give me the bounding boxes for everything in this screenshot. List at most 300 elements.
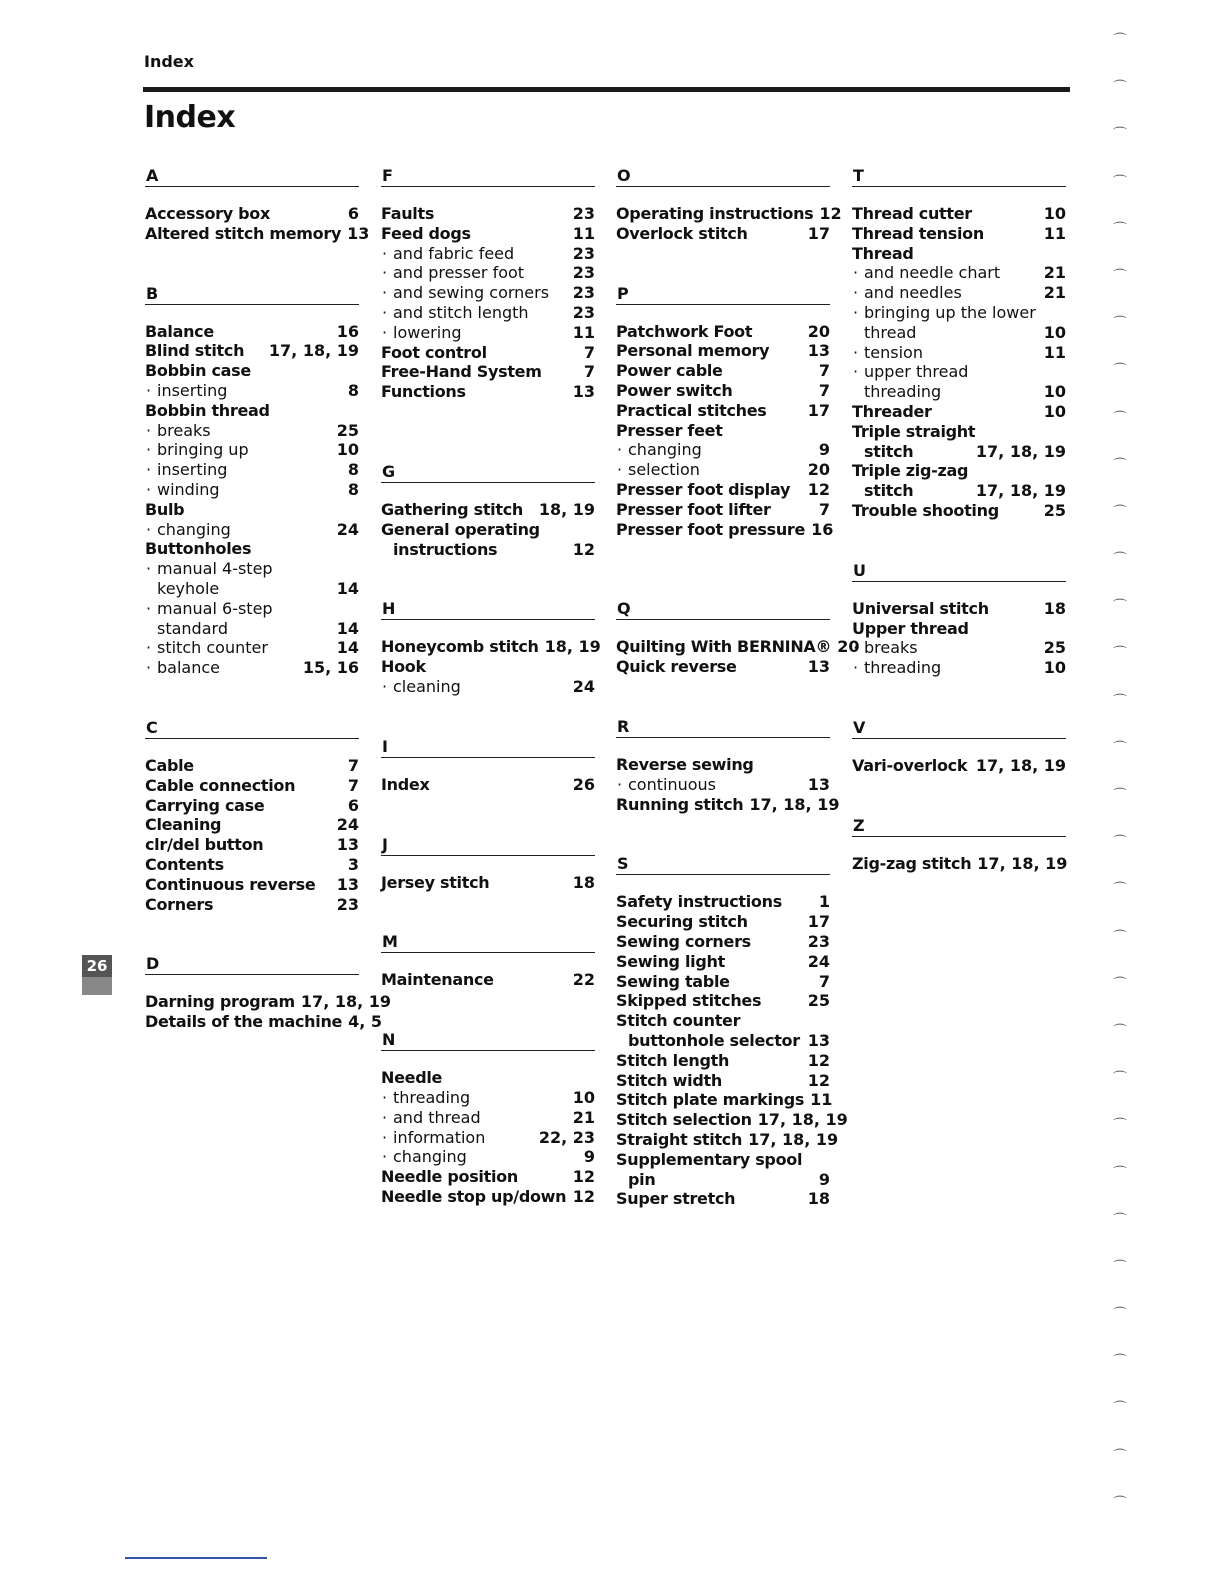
entry-term: Power cable xyxy=(616,361,723,381)
entry-pages: 4, 5 xyxy=(348,1012,383,1032)
entry-pages: 23 xyxy=(807,931,830,951)
entry-pages: 8 xyxy=(347,479,359,499)
section-spacer xyxy=(381,697,595,736)
index-entry xyxy=(145,638,359,658)
entry-pages: 13 xyxy=(807,774,830,794)
entry-term: · selection xyxy=(616,460,700,480)
binding-hole-icon: ⌒ xyxy=(1113,1307,1127,1324)
section-letter: H xyxy=(381,598,595,620)
entry-term: Stitch counter xyxy=(616,1011,741,1031)
index-entry xyxy=(852,263,1066,283)
index-section-o xyxy=(616,165,842,244)
section-letter: R xyxy=(616,716,830,738)
index-entry xyxy=(145,619,359,639)
entry-pages: 12 xyxy=(807,1070,830,1090)
section-letter: J xyxy=(381,834,595,856)
entry-term: Sewing light xyxy=(616,951,725,971)
entry-pages: 14 xyxy=(336,578,359,598)
entry-term: Altered stitch memory xyxy=(145,223,342,243)
entry-term: · and needle chart xyxy=(852,263,1000,283)
entry-pages: 6 xyxy=(347,204,359,223)
index-column-2 xyxy=(381,165,601,1207)
section-spacer xyxy=(616,539,830,598)
index-entry xyxy=(852,658,1066,678)
entry-pages: 11 xyxy=(572,322,595,342)
section-spacer xyxy=(145,914,359,953)
entry-pages: 7 xyxy=(818,499,830,519)
entry-term: Continuous reverse xyxy=(145,874,316,894)
section-spacer xyxy=(852,521,1066,560)
entry-term: · manual 4-step xyxy=(145,559,273,579)
binding-hole-icon: ⌒ xyxy=(1113,80,1127,97)
entry-term: Presser feet xyxy=(616,420,723,440)
entry-pages: 12 xyxy=(572,1167,595,1187)
entry-pages: 8 xyxy=(347,460,359,480)
index-entry xyxy=(616,361,830,381)
index-entry xyxy=(145,895,359,915)
index-entry xyxy=(145,341,359,361)
index-entry xyxy=(616,1071,830,1091)
section-letter: F xyxy=(381,165,595,187)
index-entry xyxy=(381,500,595,520)
index-entry xyxy=(852,442,1066,462)
index-entry xyxy=(145,520,359,540)
section-spacer xyxy=(145,678,359,717)
entry-term: Upper thread xyxy=(852,618,969,638)
entry-term: Thread xyxy=(852,243,914,263)
binding-hole-icon: ⌒ xyxy=(1113,1259,1127,1276)
binding-hole-icon: ⌒ xyxy=(1113,835,1127,852)
entry-term: Bulb xyxy=(145,499,185,519)
entry-term: Index xyxy=(381,774,430,794)
entry-pages: 25 xyxy=(336,420,359,440)
entry-pages: 7 xyxy=(818,380,830,400)
entry-term: Faults xyxy=(381,204,435,223)
entry-term: Contents xyxy=(145,854,224,874)
entry-pages: 17, 18, 19 xyxy=(975,441,1066,461)
entry-pages: 7 xyxy=(818,361,830,381)
entry-pages: 13 xyxy=(807,657,830,677)
entry-pages: 11 xyxy=(1043,223,1066,243)
entry-pages: 23 xyxy=(572,243,595,263)
entry-term: Quick reverse xyxy=(616,657,737,677)
entry-term: pin xyxy=(628,1169,656,1189)
entry-term: Honeycomb stitch xyxy=(381,637,539,657)
entry-term: Triple straight xyxy=(852,421,976,441)
index-entry xyxy=(381,323,595,343)
index-entry xyxy=(145,421,359,441)
index-entry xyxy=(145,322,359,342)
section-spacer xyxy=(616,677,830,716)
entry-term: · and presser foot xyxy=(381,263,524,283)
index-section-z xyxy=(852,815,1066,874)
index-column-1 xyxy=(145,165,392,1032)
section-letter: O xyxy=(616,165,830,187)
section-letter: C xyxy=(145,717,359,739)
index-entry xyxy=(145,776,359,796)
index-entry xyxy=(616,775,830,795)
entry-pages: 17, 18, 19 xyxy=(975,481,1066,501)
index-entry xyxy=(852,303,1066,323)
entry-pages: 11 xyxy=(810,1090,833,1110)
entry-pages: 18 xyxy=(572,872,595,892)
index-section-f xyxy=(381,165,595,402)
entry-pages: 12 xyxy=(819,204,842,223)
index-entry xyxy=(616,421,830,441)
entry-term: Super stretch xyxy=(616,1189,736,1209)
entry-pages: 18, 19 xyxy=(544,637,601,657)
binding-hole-icon: ⌒ xyxy=(1113,740,1127,757)
entry-pages: 23 xyxy=(572,283,595,303)
entry-term: · information xyxy=(381,1128,485,1148)
entry-term: · threading xyxy=(852,658,941,678)
index-entry xyxy=(145,480,359,500)
index-entry xyxy=(852,599,1066,619)
entry-pages: 17, 18, 19 xyxy=(300,992,392,1012)
index-entry xyxy=(616,1051,830,1071)
entry-pages: 8 xyxy=(347,380,359,400)
entry-term: Corners xyxy=(145,894,214,914)
entry-pages: 17, 18, 19 xyxy=(748,1129,839,1149)
section-spacer xyxy=(852,776,1066,815)
section-spacer xyxy=(145,244,359,283)
index-section-a xyxy=(145,165,370,244)
entry-pages: 20 xyxy=(807,460,830,480)
entry-pages: 20 xyxy=(837,637,860,657)
entry-term: · threading xyxy=(381,1088,470,1108)
section-letter: I xyxy=(381,736,595,758)
entry-pages: 10 xyxy=(1043,322,1066,342)
entry-term: Zig-zag stitch xyxy=(852,853,972,873)
entry-term: Presser foot pressure xyxy=(616,519,806,539)
entry-term: Stitch length xyxy=(616,1050,730,1070)
index-entry xyxy=(616,932,830,952)
entry-term: Hook xyxy=(381,657,426,677)
entry-term: Sewing corners xyxy=(616,931,751,951)
index-entry xyxy=(616,657,830,677)
index-entry xyxy=(852,402,1066,422)
entry-pages: 12 xyxy=(807,479,830,499)
index-entry xyxy=(145,500,359,520)
index-section-b xyxy=(145,283,359,678)
entry-pages: 12 xyxy=(572,1186,595,1206)
entry-pages: 23 xyxy=(572,263,595,283)
entry-pages: 23 xyxy=(572,302,595,322)
entry-pages: 1 xyxy=(818,892,830,912)
section-spacer xyxy=(616,244,830,283)
section-spacer xyxy=(616,814,830,853)
index-entry xyxy=(145,223,370,244)
entry-pages: 15, 16 xyxy=(302,658,359,678)
index-entry xyxy=(616,204,842,224)
index-entry xyxy=(145,756,359,776)
entry-term: General operating xyxy=(381,519,540,539)
index-entry xyxy=(852,362,1066,382)
index-entry xyxy=(145,658,359,678)
entry-pages: 9 xyxy=(818,440,830,460)
index-entry xyxy=(145,539,359,559)
entry-pages: 17, 18, 19 xyxy=(268,341,359,361)
binding-hole-icon: ⌒ xyxy=(1113,174,1127,191)
index-entry xyxy=(616,500,830,520)
index-entry xyxy=(381,1187,595,1207)
entry-pages: 23 xyxy=(572,204,595,223)
entry-term: · and sewing corners xyxy=(381,283,549,303)
index-section-t xyxy=(852,165,1066,521)
index-entry xyxy=(145,460,359,480)
entry-pages: 6 xyxy=(347,795,359,815)
entry-term: threading xyxy=(864,382,942,402)
binding-hole-icon: ⌒ xyxy=(1113,788,1127,804)
section-spacer xyxy=(381,892,595,931)
index-entry xyxy=(381,775,595,795)
binding-hole-icon: ⌒ xyxy=(1113,552,1127,569)
entry-term: Patchwork Foot xyxy=(616,321,753,341)
entry-pages: 17 xyxy=(807,912,830,932)
index-entry xyxy=(852,461,1066,481)
section-spacer xyxy=(852,678,1066,717)
entry-term: Blind stitch xyxy=(145,341,245,361)
section-letter: Z xyxy=(852,815,1066,837)
section-letter: V xyxy=(852,717,1066,739)
index-entry xyxy=(145,835,359,855)
section-spacer xyxy=(381,559,595,598)
entry-term: · lowering xyxy=(381,323,461,343)
index-entry xyxy=(145,875,359,895)
entry-term: · stitch counter xyxy=(145,638,268,658)
entry-pages: 16 xyxy=(336,321,359,341)
entry-term: Needle xyxy=(381,1068,443,1088)
entry-term: Vari-overlock xyxy=(852,755,968,775)
index-entry xyxy=(616,912,830,932)
index-entry xyxy=(616,755,830,775)
index-column-3 xyxy=(616,165,860,1209)
index-entry xyxy=(616,892,830,912)
entry-term: Stitch width xyxy=(616,1070,722,1090)
section-spacer xyxy=(381,402,595,461)
index-entry xyxy=(852,244,1066,264)
entry-pages: 18 xyxy=(1043,598,1066,618)
entry-pages: 21 xyxy=(572,1107,595,1127)
entry-term: Foot control xyxy=(381,342,487,362)
index-entry xyxy=(616,1150,830,1170)
entry-term: Needle position xyxy=(381,1167,518,1187)
binding-hole-icon: ⌒ xyxy=(1113,599,1127,616)
index-entry xyxy=(145,361,359,381)
index-entry xyxy=(381,1167,595,1187)
index-entry xyxy=(616,460,830,480)
entry-pages: 17, 18, 19 xyxy=(749,794,840,814)
entry-pages: 7 xyxy=(583,362,595,382)
binding-hole-icon: ⌒ xyxy=(1113,1401,1127,1418)
entry-pages: 26 xyxy=(572,774,595,794)
entry-pages: 21 xyxy=(1043,263,1066,283)
entry-term: Balance xyxy=(145,321,214,341)
binding-hole-icon: ⌒ xyxy=(1113,976,1127,993)
entry-term: Accessory box xyxy=(145,204,270,223)
index-entry xyxy=(145,440,359,460)
section-spacer xyxy=(381,990,595,1029)
index-entry xyxy=(852,224,1066,244)
binding-hole-icon: ⌒ xyxy=(1113,1165,1127,1182)
binding-hole-icon: ⌒ xyxy=(1113,33,1127,49)
section-letter: D xyxy=(145,953,359,975)
entry-pages: 13 xyxy=(347,223,370,243)
entry-term: Operating instructions xyxy=(616,204,814,223)
entry-term: Securing stitch xyxy=(616,912,748,932)
entry-term: Power switch xyxy=(616,380,733,400)
index-entry xyxy=(381,970,595,990)
index-entry xyxy=(616,972,830,992)
page-tab-shade xyxy=(82,977,112,995)
entry-term: · and stitch length xyxy=(381,303,529,323)
entry-term: Presser foot lifter xyxy=(616,499,771,519)
entry-term: Supplementary spool xyxy=(616,1149,803,1169)
binding-hole-icon: ⌒ xyxy=(1113,410,1127,427)
index-entry xyxy=(852,854,1066,874)
entry-term: Jersey stitch xyxy=(381,872,490,892)
index-section-j xyxy=(381,834,595,893)
index-entry xyxy=(852,204,1066,224)
entry-pages: 11 xyxy=(572,223,595,243)
section-spacer xyxy=(381,795,595,834)
entry-term: instructions xyxy=(393,539,498,559)
index-section-m xyxy=(381,931,595,990)
index-section-u xyxy=(852,560,1066,678)
index-entry xyxy=(381,1088,595,1108)
entry-term: Sewing table xyxy=(616,971,730,991)
entry-term: Reverse sewing xyxy=(616,754,754,774)
index-entry xyxy=(852,481,1066,501)
index-entry xyxy=(616,480,830,500)
entry-pages: 14 xyxy=(336,618,359,638)
entry-term: · cleaning xyxy=(381,677,461,697)
binding-hole-icon: ⌒ xyxy=(1113,268,1127,285)
entry-term: · inserting xyxy=(145,460,227,480)
entry-pages: 17, 18, 19 xyxy=(975,755,1066,775)
entry-term: Thread cutter xyxy=(852,204,972,223)
index-entry xyxy=(381,244,595,264)
index-entry xyxy=(616,1189,830,1209)
entry-pages: 17 xyxy=(807,400,830,420)
index-entry xyxy=(145,559,359,579)
entry-term: Universal stitch xyxy=(852,598,989,618)
entry-term: Quilting With BERNINA® xyxy=(616,637,832,657)
index-entry xyxy=(616,1110,848,1130)
entry-pages: 25 xyxy=(807,991,830,1011)
entry-pages: 7 xyxy=(818,971,830,991)
entry-term: Cable xyxy=(145,755,194,775)
binding-hole-icon: ⌒ xyxy=(1113,693,1127,710)
index-section-v xyxy=(852,717,1066,776)
entry-term: Practical stitches xyxy=(616,400,767,420)
index-entry xyxy=(852,323,1066,343)
entry-pages: 13 xyxy=(336,835,359,855)
entry-term: · breaks xyxy=(145,421,211,441)
entry-pages: 12 xyxy=(807,1050,830,1070)
index-entry xyxy=(145,1012,383,1032)
index-entry xyxy=(145,796,359,816)
section-letter: M xyxy=(381,931,595,953)
entry-term: stitch xyxy=(864,481,914,501)
index-entry xyxy=(145,381,359,401)
header-rule xyxy=(143,87,1070,92)
entry-term: Needle stop up/down xyxy=(381,1186,567,1206)
entry-term: Straight stitch xyxy=(616,1129,743,1149)
index-entry xyxy=(145,401,359,421)
index-entry xyxy=(852,756,1066,776)
entry-term: · bringing up xyxy=(145,440,249,460)
entry-pages: 22 xyxy=(572,970,595,990)
entry-pages: 22, 23 xyxy=(538,1127,595,1147)
index-entry xyxy=(145,599,359,619)
entry-term: stitch xyxy=(864,441,914,461)
entry-term: · bringing up the lower xyxy=(852,303,1036,323)
footer-line xyxy=(125,1557,267,1559)
index-entry xyxy=(616,322,830,342)
entry-pages: 24 xyxy=(572,676,595,696)
index-entry xyxy=(381,382,595,402)
entry-term: Safety instructions xyxy=(616,892,782,912)
binding-hole-icon: ⌒ xyxy=(1113,221,1127,238)
index-entry xyxy=(616,381,830,401)
entry-pages: 17 xyxy=(807,223,830,243)
section-letter: A xyxy=(145,165,359,187)
entry-pages: 17, 18, 19 xyxy=(757,1110,848,1130)
entry-term: · balance xyxy=(145,658,220,678)
index-entry xyxy=(381,343,595,363)
section-letter: G xyxy=(381,461,595,483)
index-entry xyxy=(616,519,834,540)
index-entry xyxy=(616,637,860,657)
entry-pages: 10 xyxy=(1043,401,1066,421)
index-section-p xyxy=(616,283,834,540)
index-entry xyxy=(381,1147,595,1167)
index-entry xyxy=(381,540,595,560)
entry-pages: 10 xyxy=(572,1087,595,1107)
binding-hole-icon: ⌒ xyxy=(1113,1354,1127,1371)
binding-hole-icon: ⌒ xyxy=(1113,1448,1127,1465)
index-section-c xyxy=(145,717,359,914)
index-entry xyxy=(381,520,595,540)
binding-hole-icon: ⌒ xyxy=(1113,1212,1127,1229)
index-entry xyxy=(616,341,830,361)
entry-pages: 13 xyxy=(807,1030,830,1050)
entry-pages: 24 xyxy=(336,815,359,835)
index-entry xyxy=(381,1108,595,1128)
binding-hole-icon: ⌒ xyxy=(1113,316,1127,333)
index-entry xyxy=(381,263,595,283)
entry-term: · and needles xyxy=(852,283,962,303)
entry-term: · and thread xyxy=(381,1108,481,1128)
entry-pages: 3 xyxy=(347,854,359,874)
index-entry xyxy=(852,638,1066,658)
entry-pages: 13 xyxy=(336,874,359,894)
entry-pages: 20 xyxy=(807,321,830,341)
binding-hole-icon: ⌒ xyxy=(1113,1118,1127,1135)
entry-pages: 17, 18, 19 xyxy=(977,853,1068,873)
binding-hole-icon: ⌒ xyxy=(1113,504,1127,521)
entry-term: Cable connection xyxy=(145,775,296,795)
binding-hole-icon: ⌒ xyxy=(1113,1023,1127,1040)
index-entry xyxy=(381,283,595,303)
index-entry xyxy=(616,224,830,244)
index-entry xyxy=(381,1128,595,1148)
index-entry xyxy=(145,579,359,599)
section-letter: B xyxy=(145,283,359,305)
entry-pages: 11 xyxy=(1043,342,1066,362)
section-letter: P xyxy=(616,283,830,305)
